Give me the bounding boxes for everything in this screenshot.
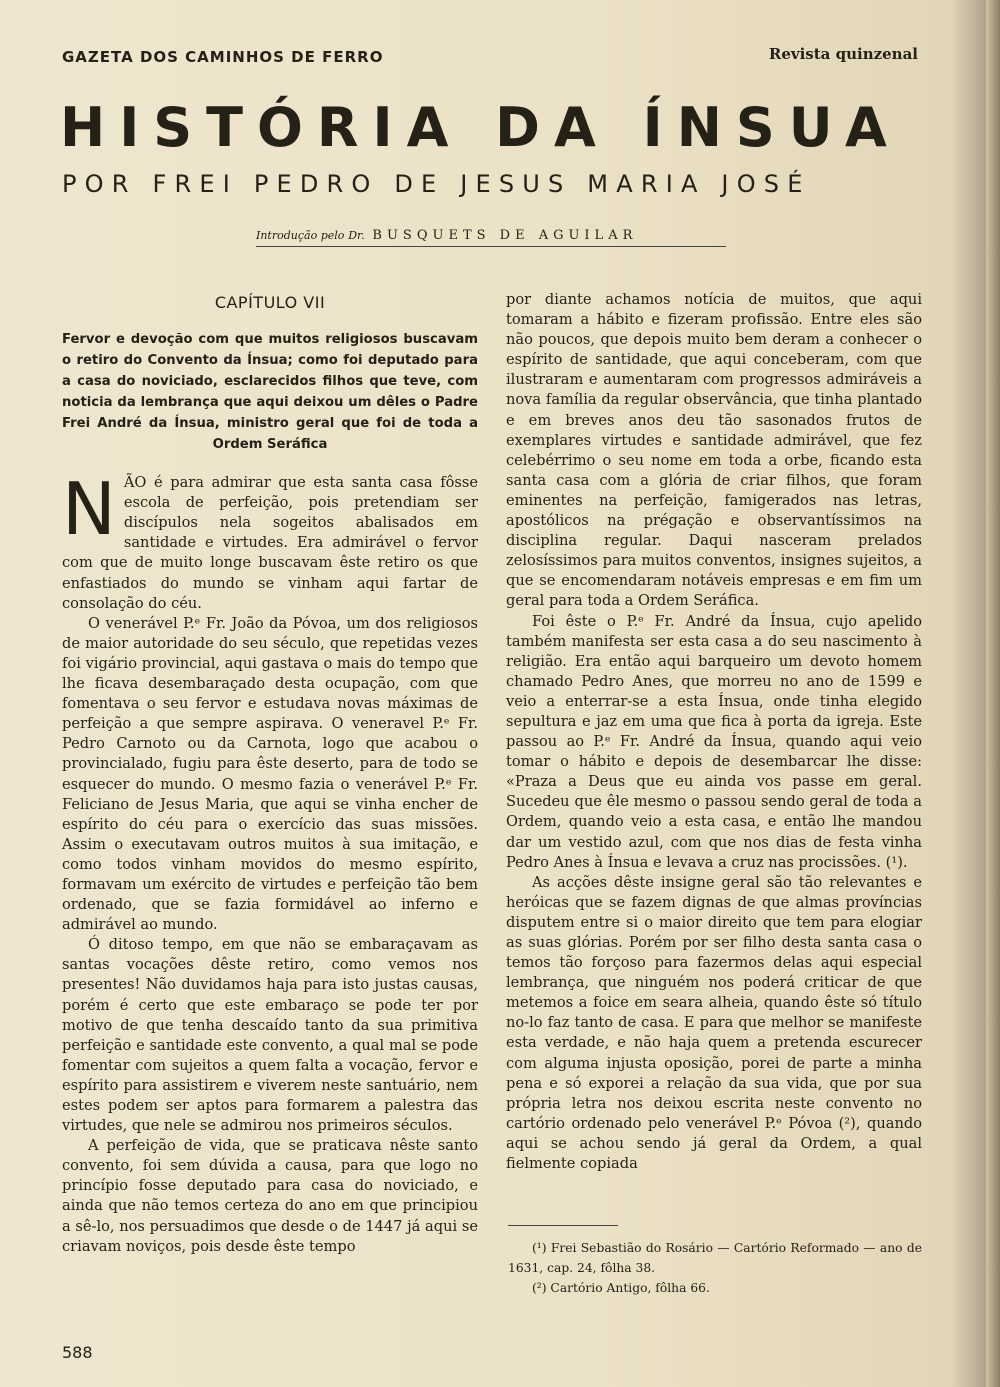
- paragraph-text: ÃO é para admirar que esta santa casa fôsse escola de perfeição, pois pretendiam ser discípulos nela sogeitos abalisados em santidade e virtudes. Era admirável o fervor com que de muito longe buscavam êste retiro os que enfastiados do mundo se vinham aqui fartar de consolação do céu.: [62, 474, 478, 612]
- page-number: 588: [62, 1343, 93, 1362]
- paragraph: As acções dêste insigne geral são tão relevantes e heróicas que se fazem dignas de que almas províncias disputem entre si o maior direito que tem para elogiar as suas glórias. Porém por ser filho desta santa casa o temos tão forçoso para fazermos delas aqui especial lembrança, que ninguém nos poderá criticar de que metemos a foice em seara alheia, quando êste só título no-lo faz tanto de casa. E para que melhor se manifeste esta verdade, e não haja quem a pretenda escurecer com alguma injusta oposição, porei de parte a minha pena e só exporei a relação da sua vida, que por sua própria letra nos deixou escrita neste convento no cartório ordenado pelo venerável P.ᵉ Póvoa (²), quando aqui se achou sendo já geral da Ordem, a qual fielmente copiada: [506, 873, 922, 1173]
- paragraph: O venerável P.ᵉ Fr. João da Póvoa, um dos religiosos de maior autoridade do seu século, que repetidas vezes foi vigário provincial, aqui gastava o mais do tempo que lhe ficava desembaraçado desta ocupação, com que fomentava o seu fervor e estudava novas máximas de perfeição a que sempre aspirava. O veneravel P.ᵉ Fr. Pedro Carnoto ou da Carnota, logo que acabou o provincialado, fugiu para êste deserto, para de todo se esquecer do mundo. O mesmo fazia o venerável P.ᵉ Fr. Feliciano de Jesus Maria, que aqui se vinha encher de espírito do céu para o exercício das suas missões. Assim o executavam outros muitos à sua imitação, e como todos vinham movidos do mesmo espírito, formavam um exército de virtudes e perfeição tão bem ordenado, que se fazia formidável ao inferno e admirável ao mundo.: [62, 614, 478, 934]
- chapter-heading: CAPÍTULO VII: [214, 293, 326, 312]
- paragraph: Ó ditoso tempo, em que não se embaraçavam as santas vocações dêste retiro, como vemos nos presentes! Não duvidamos haja para isto justas causas, porém é certo que este embaraço se pode ter por motivo de que tenha descaído tanto da sua primitiva perfeição e santidade este convento, a qual mal se pode fomentar com sujeitos a quem falta a vocação, fervor e espírito para assistirem e viverem neste santuário, nem estes podem ser aptos para formarem a palestra das virtudes, que nele se admirou nos primeiros séculos.: [62, 936, 478, 1135]
- left-column: [62, 290, 478, 1257]
- chapter-summary: Fervor e devoção com que muitos religiosos buscavam o retiro do Convento da Ínsua; como foi deputado para a casa do noviciado, esclarecidos filhos que teve, com noticia da lembrança que aqui deixou um dêles o Padre Frei André da Ínsua, ministro geral que foi de toda a Ordem Seráfica: [62, 332, 478, 453]
- journal-frequency: Revista quinzenal: [768, 45, 918, 63]
- drop-cap: N: [62, 467, 116, 552]
- footnote: (¹) Frei Sebastião do Rosário — Cartório Reformado — ano de 1631, cap. 24, fôlha 38.: [508, 1241, 922, 1275]
- paragraph: A perfeição de vida, que se praticava nêste santo convento, foi sem dúvida a causa, para que logo no princípio fosse deputado para casa do noviciado, e ainda que não temos certeza do ano em que principiou a sê-lo, nos persuadimos que desde o de 1447 já aqui se criavam noviços, pois desde êste tempo: [62, 1137, 478, 1255]
- intro-dr: Dr.: [348, 229, 365, 242]
- introduction-credit: [256, 228, 637, 243]
- intro-underline: [256, 246, 726, 247]
- journal-name: GAZETA DOS CAMINHOS DE FERRO: [62, 48, 384, 66]
- footnote: (²) Cartório Antigo, fôlha 66.: [532, 1281, 710, 1295]
- paragraph: por diante achamos notícia de muitos, que aqui tomaram a hábito e fizeram profissão. Entre eles são não poucos, que depois muito bem deram a conhecer o espírito de santidade, que aqui conceberam, com que ilustraram e aumentaram com progressos admiráveis a nova família da regular observância, que tinha plantado e em breves anos deu tão sasonados frutos de exemplares virtudes e santidade admirável, que fez celebérrimo o seu nome em toda a orbe, ficando esta santa casa com a glória de criar filhos, que foram eminentes na perfeição, famigerados nas letras, apostólicos na prégação e observantíssimos na disciplina regular. Daqui nasceram prelados zelosíssimos para muitos conventos, insignes sujeitos, a que se encomendaram notáveis empresas e em fim um geral para toda a Ordem Seráfica.: [506, 291, 922, 610]
- paragraph: Foi êste o P.ᵉ Fr. André da Ínsua, cujo apelido também manifesta ser esta casa a do seu nascimento à religião. Era então aqui barqueiro um devoto homem chamado Pedro Anes, que morreu no ano de 1599 e veio a enterrar-se a esta Ínsua, onde tinha elegido sepultura e jaz em uma que fica à porta da igreja. Este passou ao P.ᵉ Fr. André da Ínsua, quando aqui veio tomar o hábito e depois de desembarcar lhe disse: «Praza a Deus que eu ainda vos passe em geral. Sucedeu que êle mesmo o passou sendo geral de toda a Ordem, quando veio a esta casa, e então lhe mandou dar um vestido azul, com que nos dias de festa vinha Pedro Anes à Ínsua e levava a cruz nas procissões. (¹).: [506, 612, 922, 871]
- footnotes: [508, 1238, 922, 1298]
- page-binding-edge: [986, 0, 1000, 1387]
- article-title: HISTÓRIA DA ÍNSUA: [60, 96, 901, 159]
- intro-author: BUSQUETS DE AGUILAR: [372, 228, 638, 243]
- footnote-divider: [508, 1225, 618, 1226]
- article-subtitle: POR FREI PEDRO DE JESUS MARIA JOSÉ: [62, 170, 811, 198]
- intro-lead: Introdução pelo: [256, 229, 345, 242]
- paragraph: [62, 467, 478, 614]
- right-column: [506, 290, 922, 1174]
